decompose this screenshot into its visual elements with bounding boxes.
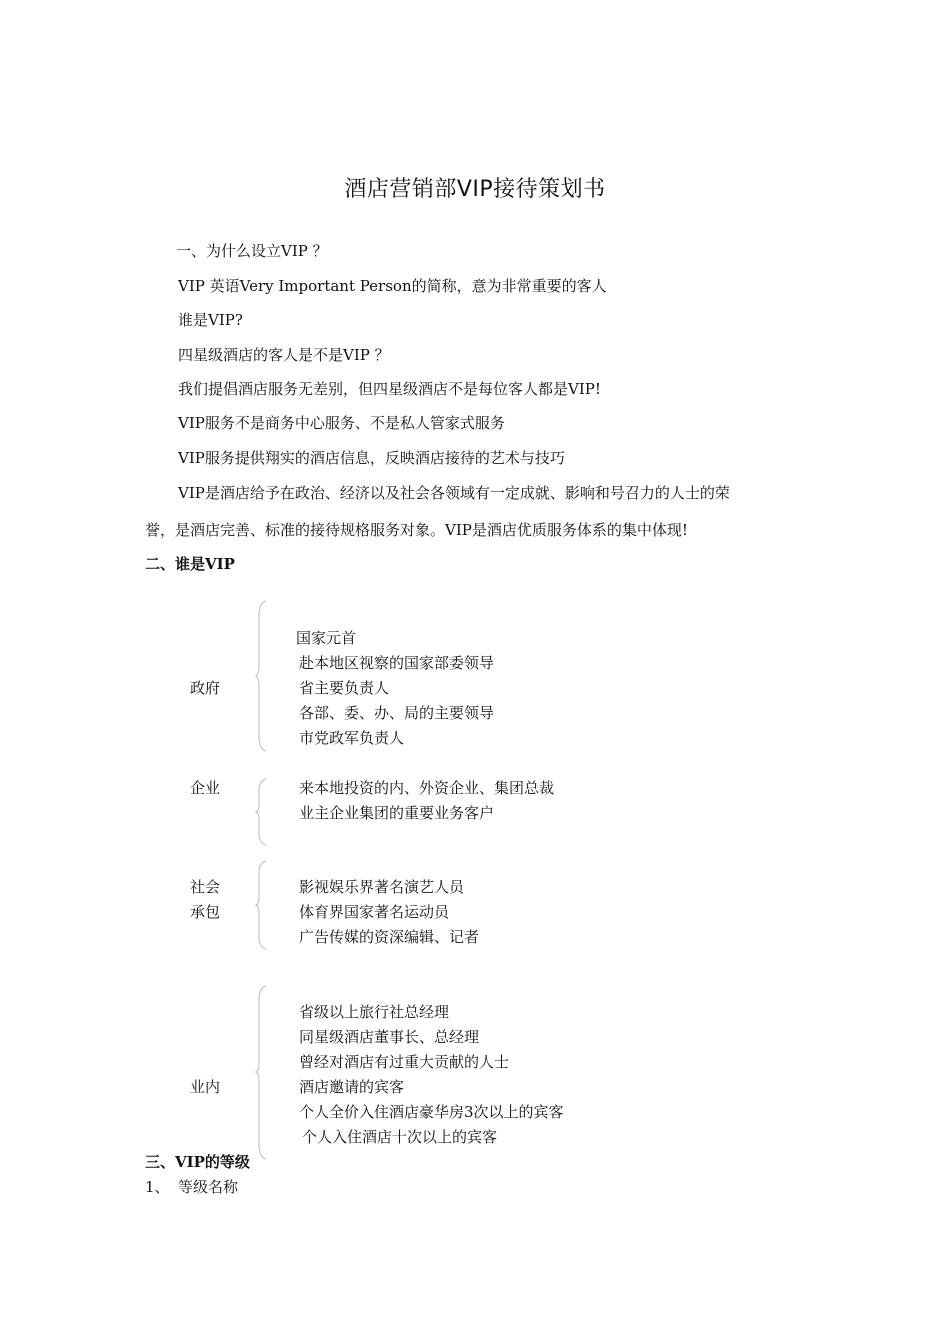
section3-subitem-label: 等级名称 — [178, 1178, 239, 1196]
section1-paragraph-line-2: 誉，是酒店完善、标准的接待规格服务对象。VIP是酒店优质服务体系的集中体现! — [145, 521, 688, 539]
section1-line-3: 四星级酒店的客人是不是VIP ？ — [178, 346, 390, 364]
category-society — [190, 875, 220, 925]
brace-society — [255, 860, 269, 950]
list-item: 酒店邀请的宾客 — [299, 1078, 405, 1096]
section1-line-1: VIP 英语Very Important Person的简称，意为非常重要的客人 — [178, 277, 607, 295]
category-industry: 业内 — [190, 1078, 221, 1096]
items-society — [299, 875, 479, 950]
section1-line-2: 谁是VIP? — [178, 311, 243, 329]
category-society-line-2: 承包 — [190, 903, 221, 921]
list-item: 各部、委、办、局的主要领导 — [299, 704, 495, 722]
list-item: 省级以上旅行社总经理 — [299, 1003, 450, 1021]
list-item: 市党政军负责人 — [299, 729, 405, 747]
items-enterprise — [299, 776, 554, 826]
list-item: 省主要负责人 — [299, 679, 390, 697]
page-title: 酒店营销部VIP接待策划书 — [344, 177, 606, 202]
section3-subitem-number: 1、 — [145, 1178, 170, 1196]
list-item: 广告传媒的资深编辑、记者 — [299, 928, 480, 946]
brace-enterprise — [255, 778, 269, 846]
list-item: 来本地投资的内、外资企业、集团总裁 — [299, 779, 555, 797]
category-enterprise: 企业 — [190, 779, 221, 797]
items-government — [296, 626, 494, 751]
list-item: 曾经对酒店有过重大贡献的人士 — [299, 1053, 510, 1071]
list-item: 赴本地区视察的国家部委领导 — [299, 654, 495, 672]
list-item: 影视娱乐界著名演艺人员 — [299, 878, 465, 896]
section1-line-6: VIP服务提供翔实的酒店信息，反映酒店接待的艺术与技巧 — [178, 449, 565, 467]
section2-heading: 二、谁是VIP — [145, 555, 235, 573]
list-item: 业主企业集团的重要业务客户 — [299, 804, 495, 822]
items-industry — [299, 1000, 564, 1150]
section3-heading: 三、VIP的等级 — [145, 1153, 250, 1171]
list-item: 个人入住酒店十次以上的宾客 — [302, 1128, 498, 1146]
section1-heading: 一、为什么设立VIP ？ — [176, 242, 328, 260]
list-item: 个人全价入住酒店豪华房3次以上的宾客 — [299, 1103, 564, 1121]
brace-government — [255, 600, 269, 752]
list-item: 国家元首 — [296, 629, 357, 647]
brace-industry — [255, 985, 269, 1160]
category-government: 政府 — [190, 679, 221, 697]
list-item: 体育界国家著名运动员 — [299, 903, 450, 921]
section1-paragraph-line-1: VIP是酒店给予在政治、经济以及社会各领域有一定成就、影响和号召力的人士的荣 — [178, 484, 730, 502]
section1-line-4: 我们提倡酒店服务无差别，但四星级酒店不是每位客人都是VIP! — [178, 380, 601, 398]
section1-line-5: VIP服务不是商务中心服务、不是私人管家式服务 — [178, 414, 505, 432]
list-item: 同星级酒店董事长、总经理 — [299, 1028, 480, 1046]
category-society-line-1: 社会 — [190, 878, 221, 896]
